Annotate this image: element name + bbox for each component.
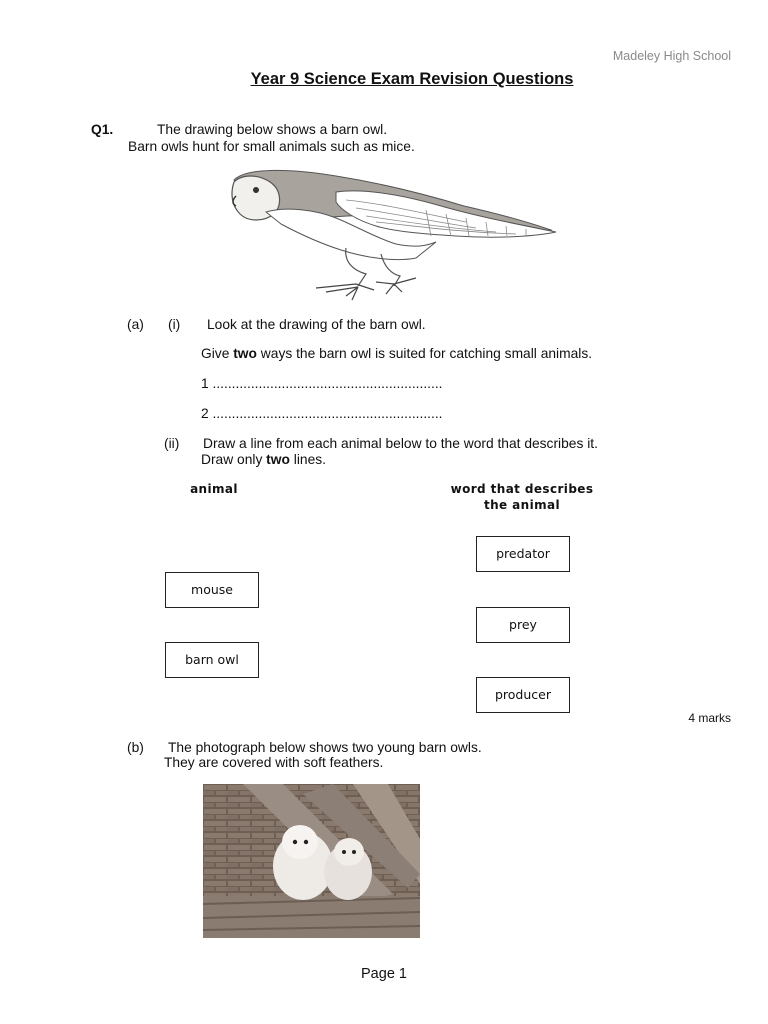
animal-box-mouse[interactable]: mouse xyxy=(165,572,259,608)
give-two-instruction: Give two ways the barn owl is suited for catching small animals. xyxy=(201,346,593,361)
word-box-predator[interactable]: predator xyxy=(476,536,570,572)
page-title: Year 9 Science Exam Revision Questions xyxy=(250,70,574,88)
part-b-line-2: They are covered with soft feathers. xyxy=(164,755,384,770)
part-a-ii-instruction: Draw a line from each animal below to the word that describes it. xyxy=(203,436,598,451)
question-number: Q1. xyxy=(91,122,114,137)
part-a-ii-label: (ii) xyxy=(164,436,180,451)
animal-column-heading: animal xyxy=(190,482,238,496)
barn-owl-drawing xyxy=(226,166,560,302)
intro-line-1: The drawing below shows a barn owl. xyxy=(157,122,388,137)
part-a-label: (a) xyxy=(127,317,144,332)
word-column-heading: word that describes the animal xyxy=(450,482,594,512)
answer-line-2[interactable]: 2 ............................................................ xyxy=(201,406,443,421)
part-a-i-instruction: Look at the drawing of the barn owl. xyxy=(207,317,426,332)
part-a-i-label: (i) xyxy=(168,317,181,332)
word-box-producer[interactable]: producer xyxy=(476,677,570,713)
marks-label: 4 marks xyxy=(688,711,731,725)
word-box-prey[interactable]: prey xyxy=(476,607,570,643)
part-b-label: (b) xyxy=(127,740,144,755)
animal-box-barn-owl[interactable]: barn owl xyxy=(165,642,259,678)
draw-two-lines-instruction: Draw only two lines. xyxy=(201,452,326,467)
intro-line-2: Barn owls hunt for small animals such as mice. xyxy=(128,139,415,154)
young-barn-owls-photo xyxy=(203,784,420,938)
answer-line-1[interactable]: 1 ............................................................ xyxy=(201,376,443,391)
page-number: Page 1 xyxy=(361,966,407,982)
part-b-line-1: The photograph below shows two young barn owls. xyxy=(168,740,482,755)
school-name: Madeley High School xyxy=(612,49,731,63)
